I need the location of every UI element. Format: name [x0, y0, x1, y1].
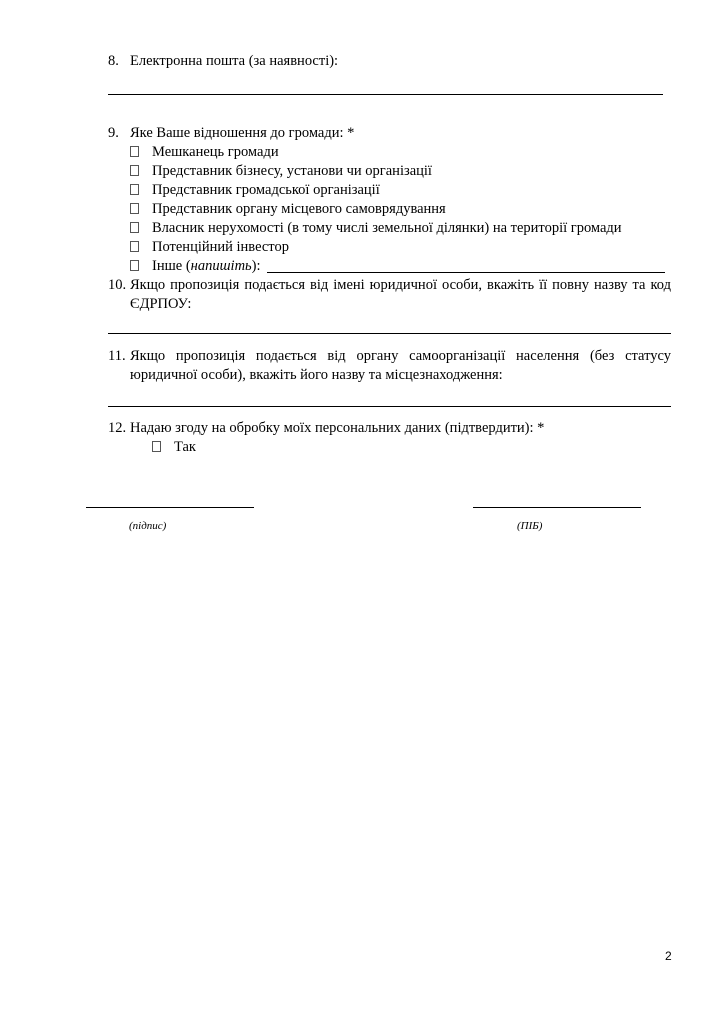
q9-option[interactable] [130, 200, 446, 218]
checkbox-icon[interactable] [130, 184, 139, 195]
signature-caption: (підпис) [129, 520, 167, 532]
q10-label-line1: Якщо пропозиція подається від імені юридичної особи, вкажіть її повну назву та код [130, 277, 671, 293]
q8-answer-line[interactable] [108, 94, 663, 95]
page-number: 2 [665, 949, 672, 963]
q11-label-line1: Якщо пропозиція подається від органу самоорганізації населення (без статусу [130, 348, 671, 364]
q12-option[interactable] [152, 438, 196, 456]
signature-line[interactable] [86, 507, 254, 508]
q9-option-other[interactable] [130, 257, 665, 275]
q9-option[interactable] [130, 162, 432, 180]
q12-label: Надаю згоду на обробку моїх персональних даних (підтвердити): * [130, 420, 545, 436]
checkbox-icon[interactable] [130, 203, 139, 214]
full-name-line[interactable] [473, 507, 641, 508]
q9-other-suffix: ): [251, 258, 261, 274]
q12-option-label: Так [174, 439, 196, 455]
q9-other-prefix: Інше ( [152, 258, 191, 274]
q11-answer-line[interactable] [108, 406, 671, 407]
q9-option-label: Представник громадської організації [152, 182, 380, 198]
q9-option[interactable] [130, 143, 279, 161]
full-name-caption: (ПІБ) [517, 520, 543, 532]
q9-option-label: Потенційний інвестор [152, 239, 289, 255]
checkbox-icon[interactable] [130, 222, 139, 233]
q8-label: Електронна пошта (за наявності): [130, 53, 339, 69]
q11-number: 11. [108, 348, 126, 364]
q8-number: 8. [108, 53, 119, 69]
checkbox-icon[interactable] [152, 441, 161, 452]
checkbox-icon[interactable] [130, 241, 139, 252]
checkbox-icon[interactable] [130, 260, 139, 271]
q9-number: 9. [108, 125, 119, 141]
q10-label-line2: ЄДРПОУ: [130, 296, 192, 312]
q9-option-label: Власник нерухомості (в тому числі земельної ділянки) на території громади [152, 220, 622, 236]
q9-other-italic: напишіть [190, 258, 252, 274]
q9-other-input-line[interactable] [267, 258, 665, 273]
q9-option[interactable] [130, 219, 622, 237]
q9-label: Яке Ваше відношення до громади: * [130, 125, 355, 141]
q9-option-label: Представник бізнесу, установи чи організації [152, 163, 432, 179]
q10-answer-line[interactable] [108, 333, 671, 334]
q9-option[interactable] [130, 181, 380, 199]
q12-number: 12. [108, 420, 127, 436]
checkbox-icon[interactable] [130, 165, 139, 176]
q9-option-label: Мешканець громади [152, 144, 279, 160]
checkbox-icon[interactable] [130, 146, 139, 157]
q11-label-line2: юридичної особи), вкажіть його назву та місцезнаходження: [130, 367, 503, 383]
q10-number: 10. [108, 277, 127, 293]
q9-option-label: Представник органу місцевого самоврядування [152, 201, 446, 217]
q9-option[interactable] [130, 238, 289, 256]
